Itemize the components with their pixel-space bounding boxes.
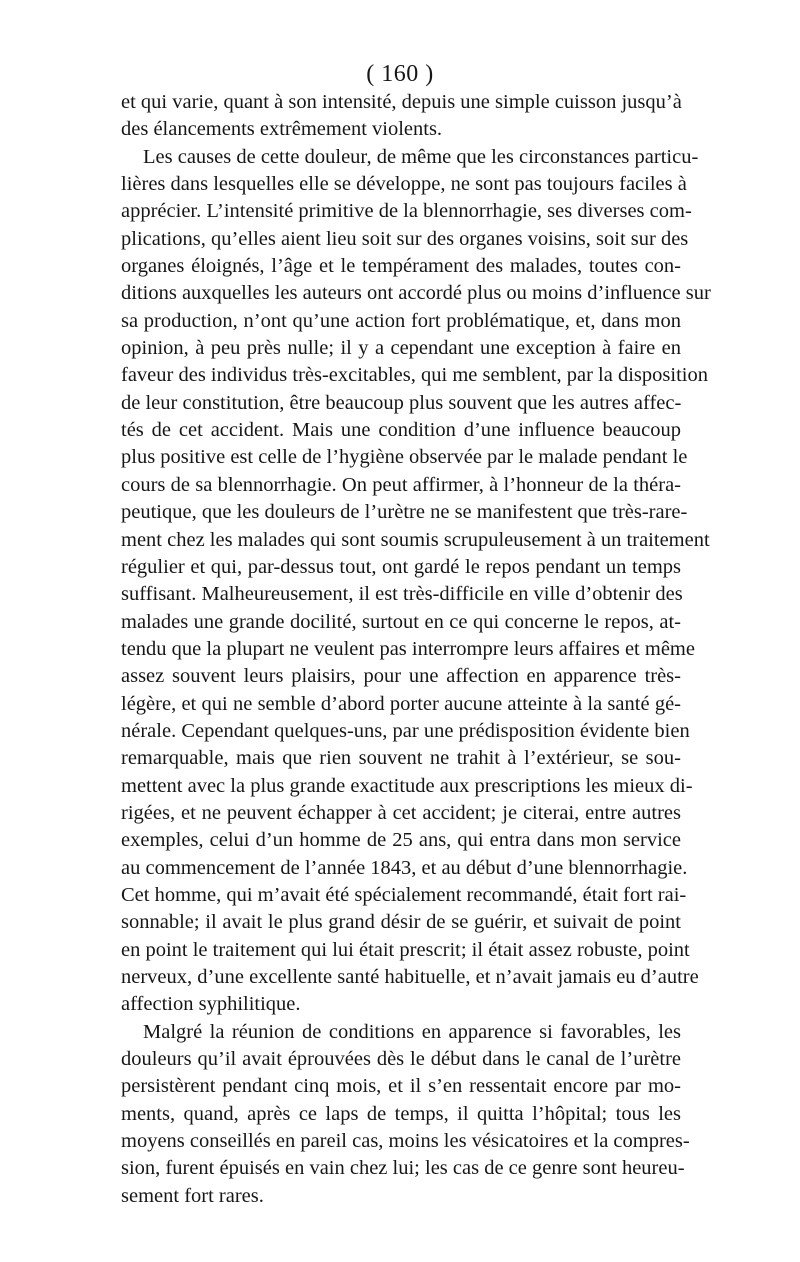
text-line: rigées, et ne peuvent échapper à cet accident; je citerai, entre autres: [121, 801, 681, 824]
text-line: organes éloignés, l’âge et le tempérament des malades, toutes con-: [121, 255, 681, 278]
text-line: sa production, n’ont qu’une action fort problématique, et, dans mon: [121, 309, 681, 332]
text-line: exemples, celui d’un homme de 25 ans, qui entra dans mon service: [121, 829, 681, 852]
text-line: sement fort rares.: [121, 1184, 264, 1207]
text-line: de leur constitution, être beaucoup plus souvent que les autres affec-: [121, 391, 682, 414]
text-line: douleurs qu’il avait éprouvées dès le début dans le canal de l’urètre: [121, 1048, 681, 1071]
text-line: nerveux, d’une excellente santé habituelle, et n’avait jamais eu d’autre: [121, 966, 699, 988]
text-line: sonnable; il avait le plus grand désir de se guérir, et suivait de point: [121, 911, 681, 934]
body-text: [121, 89, 711, 1210]
text-line: Les causes de cette douleur, de même que les circonstances particu-: [143, 145, 699, 168]
text-line: malades une grande docilité, surtout en ce qui concerne le repos, at-: [121, 610, 681, 633]
text-line: régulier et qui, par-dessus tout, ont gardé le repos pendant un temps: [121, 555, 681, 578]
text-line: suffisant. Malheureusement, il est très-difficile en ville d’obtenir des: [121, 583, 683, 606]
text-line: tendu que la plupart ne veulent pas interrompre leurs affaires et même: [121, 637, 695, 660]
text-line: plications, qu’elles aient lieu soit sur des organes voisins, soit sur des: [121, 227, 689, 250]
text-line: faveur des individus très-excitables, qui me semblent, par la disposition: [121, 364, 708, 387]
text-line: apprécier. L’intensité primitive de la blennorrhagie, ses diverses com-: [121, 200, 692, 223]
text-line: affection syphilitique.: [121, 993, 301, 1016]
text-line: et qui varie, quant à son intensité, depuis une simple cuisson jusqu’à: [121, 91, 682, 113]
text-line: ments, quand, après ce laps de temps, il quitta l’hôpital; tous les: [121, 1102, 681, 1125]
text-line: des élancements extrêmement violents.: [121, 118, 443, 141]
text-line: sion, furent épuisés en vain chez lui; les cas de ce genre sont heureu-: [121, 1157, 685, 1180]
text-line: lières dans lesquelles elle se développe, ne sont pas toujours faciles à: [121, 173, 687, 196]
text-line: tés de cet accident. Mais une condition d’une influence beaucoup: [121, 419, 681, 442]
text-line: plus positive est celle de l’hygiène observée par le malade pendant le: [121, 446, 688, 469]
text-line: ditions auxquelles les auteurs ont accordé plus ou moins d’influence sur: [121, 282, 711, 305]
text-line: Malgré la réunion de conditions en apparence si favorables, les: [143, 1020, 681, 1043]
text-line: ment chez les malades qui sont soumis scrupuleusement à un traitement: [121, 528, 710, 551]
text-line: peutique, que les douleurs de l’urètre ne se manifestent que très-rare-: [121, 501, 688, 524]
text-line: persistèrent pendant cinq mois, et il s’en ressentait encore par mo-: [121, 1075, 681, 1098]
text-line: en point le traitement qui lui était prescrit; il était assez robuste, point: [121, 938, 690, 961]
text-line: mettent avec la plus grande exactitude aux prescriptions les mieux di-: [121, 774, 693, 797]
text-line: assez souvent leurs plaisirs, pour une affection en apparence très-: [121, 665, 681, 688]
text-line: cours de sa blennorrhagie. On peut affirmer, à l’honneur de la théra-: [121, 473, 681, 496]
text-line: remarquable, mais que rien souvent ne trahit à l’extérieur, se sou-: [121, 747, 681, 770]
text-line: au commencement de l’année 1843, et au début d’une blennorrhagie.: [121, 856, 688, 879]
text-line: opinion, à peu près nulle; il y a cependant une exception à faire en: [121, 337, 681, 360]
text-line: nérale. Cependant quelques-uns, par une prédisposition évidente bien: [121, 719, 690, 742]
text-line: Cet homme, qui m’avait été spécialement recommandé, était fort rai-: [121, 883, 687, 906]
page-number: ( 160 ): [366, 61, 434, 87]
text-line: moyens conseillés en pareil cas, moins les vésicatoires et la compres-: [121, 1130, 690, 1153]
text-line: légère, et qui ne semble d’abord porter aucune atteinte à la santé gé-: [121, 692, 681, 715]
